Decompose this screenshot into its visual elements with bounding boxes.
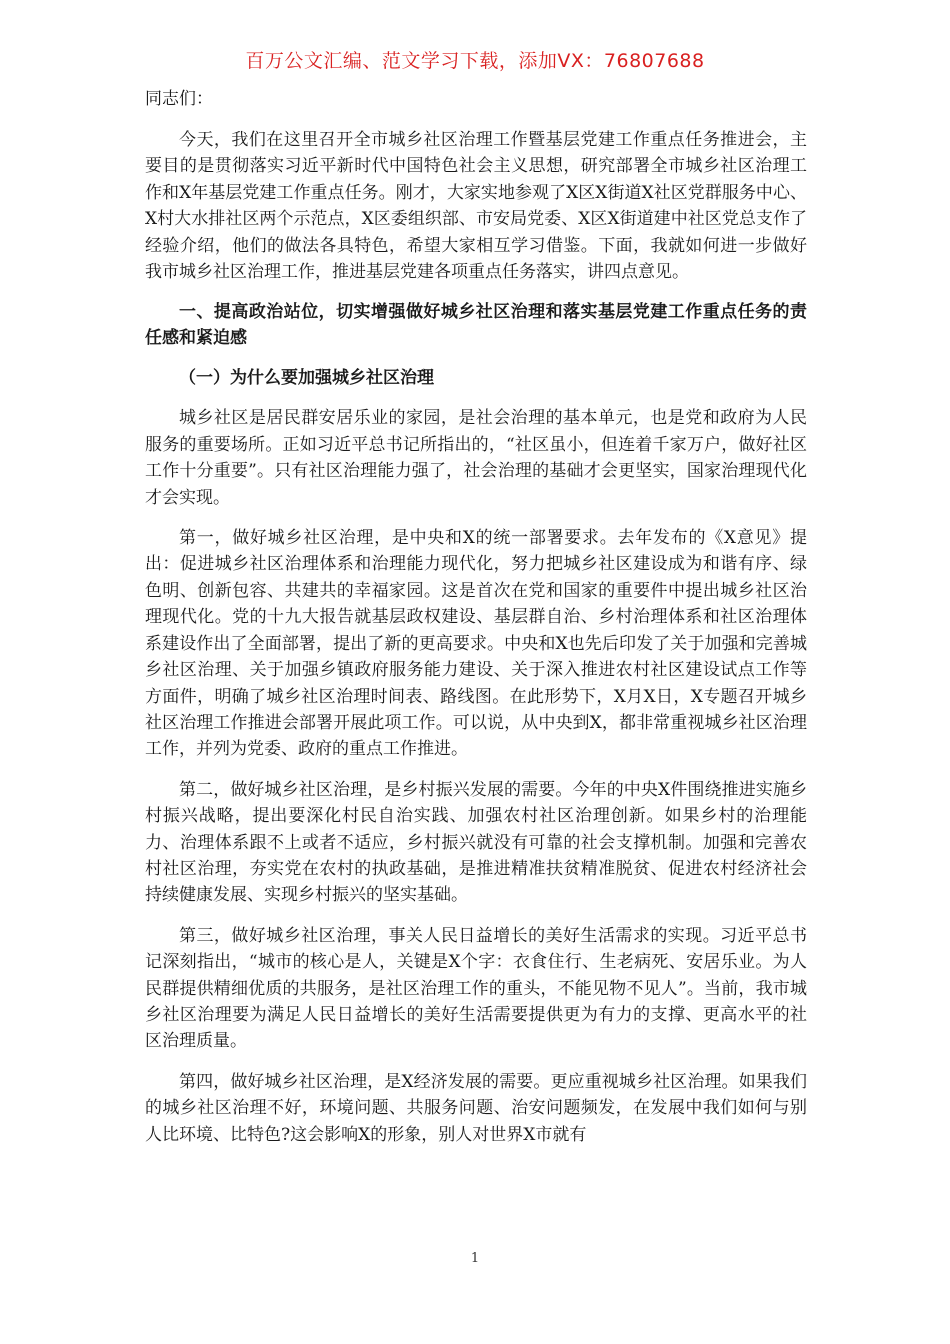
subsection-heading-1: （一）为什么要加强城乡社区治理 [179, 368, 434, 389]
page-number: 1 [470, 1251, 480, 1266]
watermark-header: 百万公文汇编、范文学习下载，添加VX：76807688 [245, 50, 705, 72]
document-body [145, 86, 807, 1162]
salutation: 同志们： [145, 89, 213, 109]
paragraph-second: 第二，做好城乡社区治理，是乡村振兴发展的需要。今年的中央X件围绕推进实施乡村振兴战略，提出要深化村民自治实践、加强农村社区治理创新。如果乡村的治理能力、治理体系跟不上或者不适应，乡村振兴就没有可靠的社会支撑机制。加强和完善农村社区治理，夯实党在农村的执政基础，是推进精准扶贫精准脱贫、促进农村经济社会持续健康发展、实现乡村振兴的坚实基础。 [145, 779, 807, 906]
section-heading-1: 一、提高政治站位，切实增强做好城乡社区治理和落实基层党建工作重点任务的责任感和紧迫感 [145, 302, 807, 349]
paragraph-first: 第一，做好城乡社区治理，是中央和X的统一部署要求。去年发布的《X意见》提出：促进城乡社区治理体系和治理能力现代化，努力把城乡社区建设成为和谐有序、绿色明、创新包容、共建共的幸福家园。这是首次在党和国家的重要件中提出城乡社区治理现代化。党的十九大报告就基层政权建设、基层群自治、乡村治理体系和社区治理体系建设作出了全面部署，提出了新的更高要求。中央和X也先后印发了关于加强和完善城乡社区治理、关于加强乡镇政府服务能力建设、关于深入推进农村社区建设试点工作等方面件，明确了城乡社区治理时间表、路线图。在此形势下，X月X日，X专题召开城乡社区治理工作推进会部署开展此项工作。可以说，从中央到X，都非常重视城乡社区治理工作，并列为党委、政府的重点工作推进。 [145, 528, 807, 760]
paragraph-fourth: 第四，做好城乡社区治理，是X经济发展的需要。更应重视城乡社区治理。如果我们的城乡社区治理不好，环境问题、共服务问题、治安问题频发，在发展中我们如何与别人比环境、比特色?这会影响X的形象，别人对世界X市就有 [145, 1071, 807, 1145]
paragraph-third: 第三，做好城乡社区治理，事关人民日益增长的美好生活需求的实现。习近平总书记深刻指出，“城市的核心是人，关键是X个字：衣食住行、生老病死、安居乐业。为人民群提供精细优质的共服务，是社区治理工作的重头，不能见物不见人”。当前，我市城乡社区治理要为满足人民日益增长的美好生活需要提供更为有力的支撑、更高水平的社区治理质量。 [145, 925, 807, 1052]
paragraph-community: 城乡社区是居民群安居乐业的家园，是社会治理的基本单元，也是党和政府为人民服务的重要场所。正如习近平总书记所指出的，“社区虽小，但连着千家万户，做好社区工作十分重要”。只有社区治理能力强了，社会治理的基础才会更坚实，国家治理现代化才会实现。 [145, 408, 807, 508]
paragraph-intro: 今天，我们在这里召开全市城乡社区治理工作暨基层党建工作重点任务推进会，主要目的是贯彻落实习近平新时代中国特色社会主义思想，研究部署全市城乡社区治理工作和X年基层党建工作重点任务。刚才，大家实地参观了X区X街道X社区党群服务中心、X村大水排社区两个示范点，X区委组织部、市安局党委、X区X街道建中社区党总支作了经验介绍，他们的做法各具特色，希望大家相互学习借鉴。下面，我就如何进一步做好我市城乡社区治理工作，推进基层党建各项重点任务落实，讲四点意见。 [145, 130, 807, 283]
